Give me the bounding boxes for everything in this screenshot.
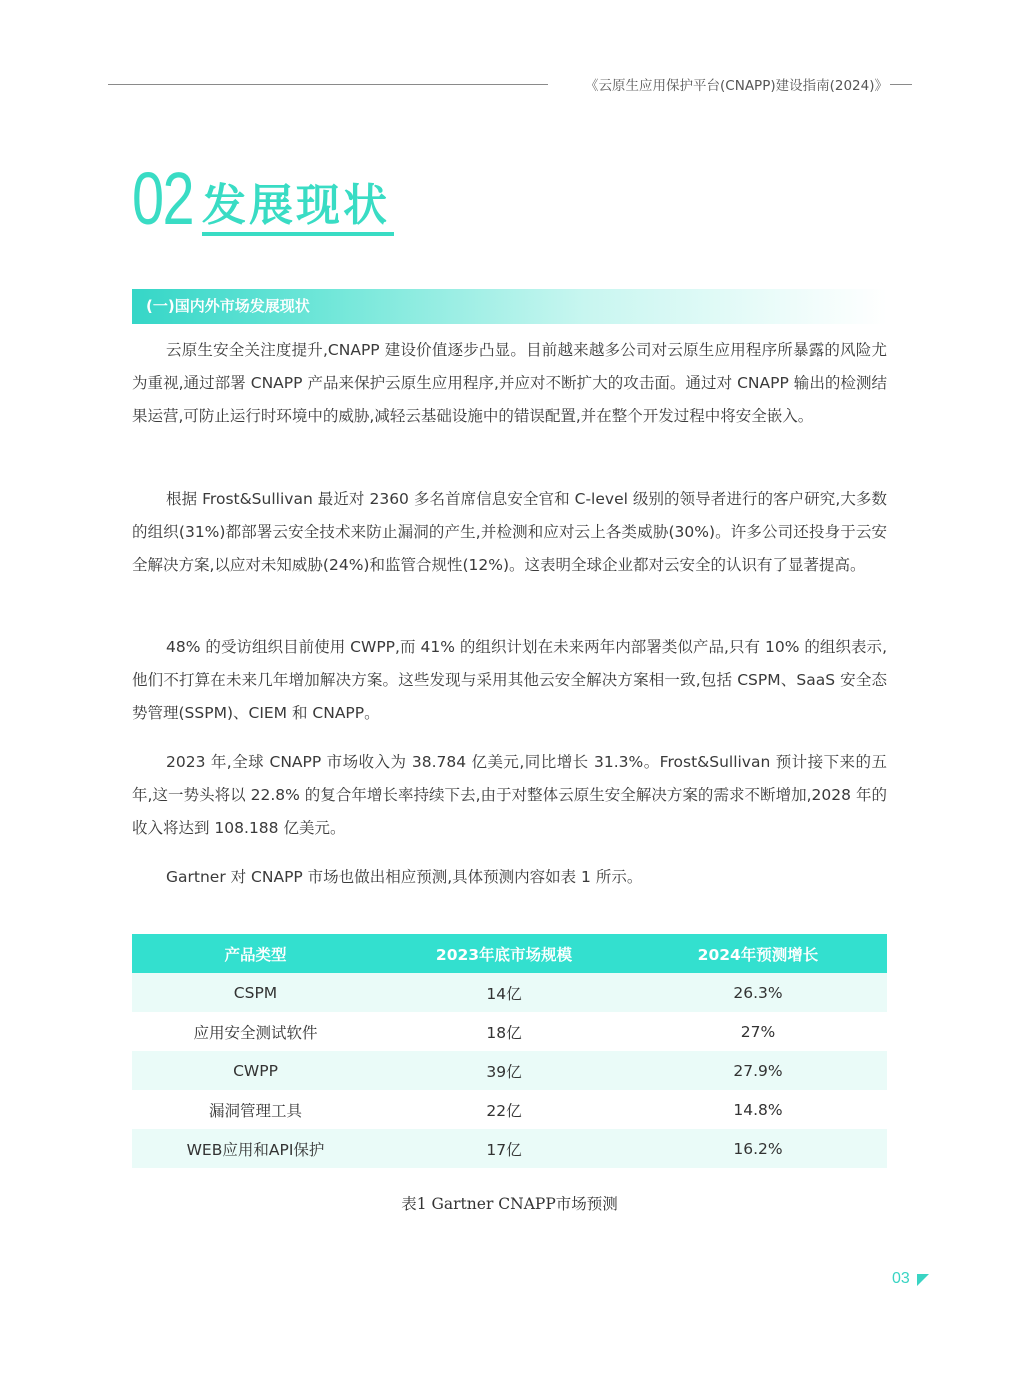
section-title: (一)国内外市场发展现状 [146,297,310,315]
table-caption: 表1 Gartner CNAPP市场预测 [401,1195,618,1213]
paragraph-1: 云原生安全关注度提升,CNAPP 建设价值逐步凸显。目前越来越多公司对云原生应用程序所暴露的风险尤为重视,通过部署 CNAPP 产品来保护云原生应用程序,并应对不断扩大的攻击面。通过对 CNAPP 输出的检测结果运营,可防止运行时环境中的威胁,减轻云基础设施中的错误配置,并在整个开发过程中将安全嵌入。 [132,341,887,425]
table-cell: CWPP [132,1051,379,1090]
table-cell: 14亿 [379,973,629,1012]
table-row [132,1012,887,1051]
table-row [132,1090,887,1129]
section-banner [132,289,887,324]
table-cell: 14.8% [629,1090,887,1129]
column-header-growth-2024: 2024年预测增长 [629,934,887,973]
market-forecast-table [132,934,887,1168]
column-header-product-type: 产品类型 [132,934,379,973]
table-cell: 17亿 [379,1129,629,1168]
table-cell: 27.9% [629,1051,887,1090]
table-cell: 22亿 [379,1090,629,1129]
table-header-row [132,934,887,973]
column-header-market-size-2023: 2023年底市场规模 [379,934,629,973]
paragraph-4: 2023 年,全球 CNAPP 市场收入为 38.784 亿美元,同比增长 31.3%。Frost&Sullivan 预计接下来的五年,这一势头将以 22.8% 的复合年增长率持续下去,由于对整体云原生安全解决方案的需求不断增加,2028 年的收入将达到 108.188 亿美元。 [132,753,887,837]
table-cell: CSPM [132,973,379,1012]
table-cell: 漏洞管理工具 [132,1090,379,1129]
paragraph-5: Gartner 对 CNAPP 市场也做出相应预测,具体预测内容如表 1 所示。 [166,868,643,886]
table-cell: 应用安全测试软件 [132,1012,379,1051]
table-row [132,973,887,1012]
table-cell: 27% [629,1012,887,1051]
table-cell: 39亿 [379,1051,629,1090]
table-cell: 16.2% [629,1129,887,1168]
table-cell: 18亿 [379,1012,629,1051]
chapter-title: 发展现状 [202,182,390,236]
chapter-number: 02 [132,157,194,240]
paragraph-2: 根据 Frost&Sullivan 最近对 2360 多名首席信息安全官和 C-level 级别的领导者进行的客户研究,大多数的组织(31%)都部署云安全技术来防止漏洞的产生,并检测和应对云上各类威胁(30%)。许多公司还投身于云安全解决方案,以应对未知威胁(24%)和监管合规性(12%)。这表明全球企业都对云安全的认识有了显著提高。 [132,490,887,574]
paragraph-3: 48% 的受访组织目前使用 CWPP,而 41% 的组织计划在未来两年内部署类似产品,只有 10% 的组织表示,他们不打算在未来几年增加解决方案。这些发现与采用其他云安全解决方案相一致,包括 CSPM、SaaS 安全态势管理(SSPM)、CIEM 和 CNAPP。 [132,638,887,722]
table-row [132,1051,887,1090]
chapter-heading [132,157,390,240]
table-cell: WEB应用和API保护 [132,1129,379,1168]
header-rule-left [108,84,548,85]
running-header-title: 《云原生应用保护平台(CNAPP)建设指南(2024)》 [585,78,888,94]
page-number: 03 [892,1270,910,1287]
page-corner-triangle-icon [917,1274,929,1286]
table-cell: 26.3% [629,973,887,1012]
table-row [132,1129,887,1168]
header-rule-right [890,84,912,85]
